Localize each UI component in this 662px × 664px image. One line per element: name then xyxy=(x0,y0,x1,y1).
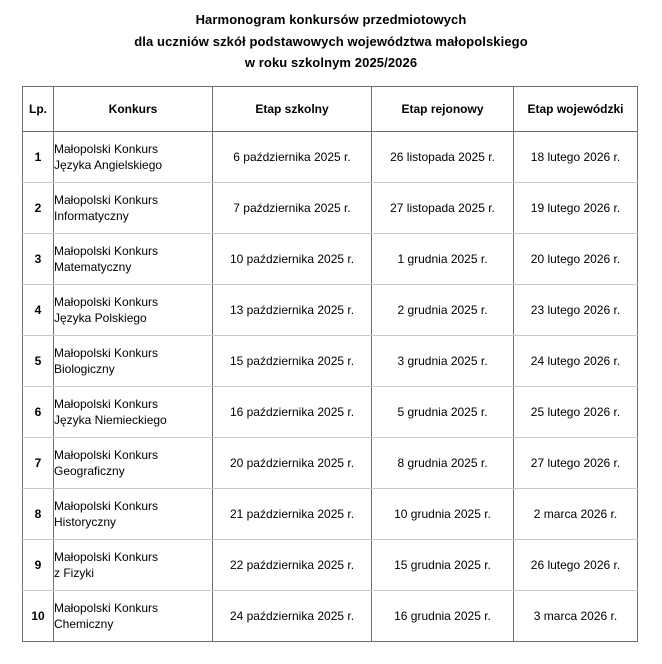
cell-etap-szkolny: 7 października 2025 r. xyxy=(213,183,372,234)
konkurs-line-2: Matematyczny xyxy=(54,260,132,274)
column-header-etap-wojewodzki: Etap wojewódzki xyxy=(514,87,638,132)
cell-etap-szkolny: 15 października 2025 r. xyxy=(213,336,372,387)
table-row xyxy=(23,387,638,438)
cell-konkurs xyxy=(54,591,213,642)
konkurs-line-1: Małopolski Konkurs xyxy=(54,346,159,360)
cell-konkurs xyxy=(54,336,213,387)
cell-etap-rejonowy: 8 grudnia 2025 r. xyxy=(372,438,514,489)
cell-etap-szkolny: 24 października 2025 r. xyxy=(213,591,372,642)
table-row xyxy=(23,591,638,642)
konkurs-line-2: Historyczny xyxy=(54,515,117,529)
cell-etap-rejonowy: 5 grudnia 2025 r. xyxy=(372,387,514,438)
konkurs-line-2: Języka Angielskiego xyxy=(54,158,163,172)
cell-konkurs xyxy=(54,387,213,438)
konkurs-line-2: Chemiczny xyxy=(54,617,114,631)
cell-lp: 6 xyxy=(23,387,54,438)
cell-konkurs xyxy=(54,438,213,489)
table-row xyxy=(23,489,638,540)
cell-etap-rejonowy: 3 grudnia 2025 r. xyxy=(372,336,514,387)
cell-etap-wojewodzki: 2 marca 2026 r. xyxy=(514,489,638,540)
table-row xyxy=(23,183,638,234)
cell-etap-rejonowy: 1 grudnia 2025 r. xyxy=(372,234,514,285)
cell-etap-wojewodzki: 18 lutego 2026 r. xyxy=(514,132,638,183)
cell-etap-wojewodzki: 26 lutego 2026 r. xyxy=(514,540,638,591)
schedule-table xyxy=(22,86,638,642)
konkurs-line-1: Małopolski Konkurs xyxy=(54,142,159,156)
table-row xyxy=(23,132,638,183)
cell-lp: 1 xyxy=(23,132,54,183)
konkurs-line-1: Małopolski Konkurs xyxy=(54,499,159,513)
cell-etap-wojewodzki: 3 marca 2026 r. xyxy=(514,591,638,642)
konkurs-line-2: Języka Niemieckiego xyxy=(54,413,167,427)
title-line-2: dla uczniów szkół podstawowych województwa małopolskiego xyxy=(134,33,528,49)
table-header-row xyxy=(23,87,638,132)
konkurs-line-1: Małopolski Konkurs xyxy=(54,244,159,258)
cell-konkurs xyxy=(54,489,213,540)
cell-etap-rejonowy: 16 grudnia 2025 r. xyxy=(372,591,514,642)
cell-konkurs xyxy=(54,540,213,591)
column-header-lp: Lp. xyxy=(23,87,54,132)
konkurs-line-1: Małopolski Konkurs xyxy=(54,448,159,462)
konkurs-line-2: Języka Polskiego xyxy=(54,311,147,325)
cell-etap-wojewodzki: 24 lutego 2026 r. xyxy=(514,336,638,387)
cell-etap-szkolny: 21 października 2025 r. xyxy=(213,489,372,540)
cell-lp: 2 xyxy=(23,183,54,234)
cell-konkurs xyxy=(54,132,213,183)
table-row xyxy=(23,336,638,387)
cell-etap-wojewodzki: 27 lutego 2026 r. xyxy=(514,438,638,489)
table-row xyxy=(23,438,638,489)
cell-etap-szkolny: 13 października 2025 r. xyxy=(213,285,372,336)
table-header xyxy=(23,87,638,132)
konkurs-line-2: Informatyczny xyxy=(54,209,129,223)
cell-konkurs xyxy=(54,234,213,285)
cell-etap-szkolny: 20 października 2025 r. xyxy=(213,438,372,489)
cell-konkurs xyxy=(54,285,213,336)
cell-etap-wojewodzki: 23 lutego 2026 r. xyxy=(514,285,638,336)
konkurs-line-1: Małopolski Konkurs xyxy=(54,397,159,411)
cell-etap-rejonowy: 27 listopada 2025 r. xyxy=(372,183,514,234)
cell-etap-szkolny: 16 października 2025 r. xyxy=(213,387,372,438)
cell-etap-rejonowy: 10 grudnia 2025 r. xyxy=(372,489,514,540)
title-line-3: w roku szkolnym 2025/2026 xyxy=(244,55,418,70)
cell-lp: 7 xyxy=(23,438,54,489)
konkurs-line-2: Geograficzny xyxy=(54,464,125,478)
cell-lp: 9 xyxy=(23,540,54,591)
page-title xyxy=(0,9,662,74)
table-body xyxy=(23,132,638,642)
konkurs-line-2: Biologiczny xyxy=(54,362,115,376)
title-line-1: Harmonogram konkursów przedmiotowych xyxy=(195,12,467,27)
column-header-konkurs: Konkurs xyxy=(54,87,213,132)
cell-etap-szkolny: 10 października 2025 r. xyxy=(213,234,372,285)
cell-lp: 4 xyxy=(23,285,54,336)
cell-lp: 3 xyxy=(23,234,54,285)
konkurs-line-1: Małopolski Konkurs xyxy=(54,295,159,309)
column-header-etap-rejonowy: Etap rejonowy xyxy=(372,87,514,132)
cell-lp: 8 xyxy=(23,489,54,540)
cell-etap-szkolny: 22 października 2025 r. xyxy=(213,540,372,591)
cell-etap-wojewodzki: 19 lutego 2026 r. xyxy=(514,183,638,234)
konkurs-line-1: Małopolski Konkurs xyxy=(54,550,159,564)
konkurs-line-1: Małopolski Konkurs xyxy=(54,601,159,615)
schedule-table-container xyxy=(22,86,637,642)
table-row xyxy=(23,234,638,285)
cell-etap-rejonowy: 26 listopada 2025 r. xyxy=(372,132,514,183)
cell-etap-szkolny: 6 października 2025 r. xyxy=(213,132,372,183)
konkurs-line-2: z Fizyki xyxy=(54,566,94,580)
cell-konkurs xyxy=(54,183,213,234)
table-row xyxy=(23,285,638,336)
cell-lp: 10 xyxy=(23,591,54,642)
konkurs-line-1: Małopolski Konkurs xyxy=(54,193,159,207)
table-row xyxy=(23,540,638,591)
cell-etap-rejonowy: 15 grudnia 2025 r. xyxy=(372,540,514,591)
cell-lp: 5 xyxy=(23,336,54,387)
cell-etap-rejonowy: 2 grudnia 2025 r. xyxy=(372,285,514,336)
cell-etap-wojewodzki: 25 lutego 2026 r. xyxy=(514,387,638,438)
cell-etap-wojewodzki: 20 lutego 2026 r. xyxy=(514,234,638,285)
column-header-etap-szkolny: Etap szkolny xyxy=(213,87,372,132)
